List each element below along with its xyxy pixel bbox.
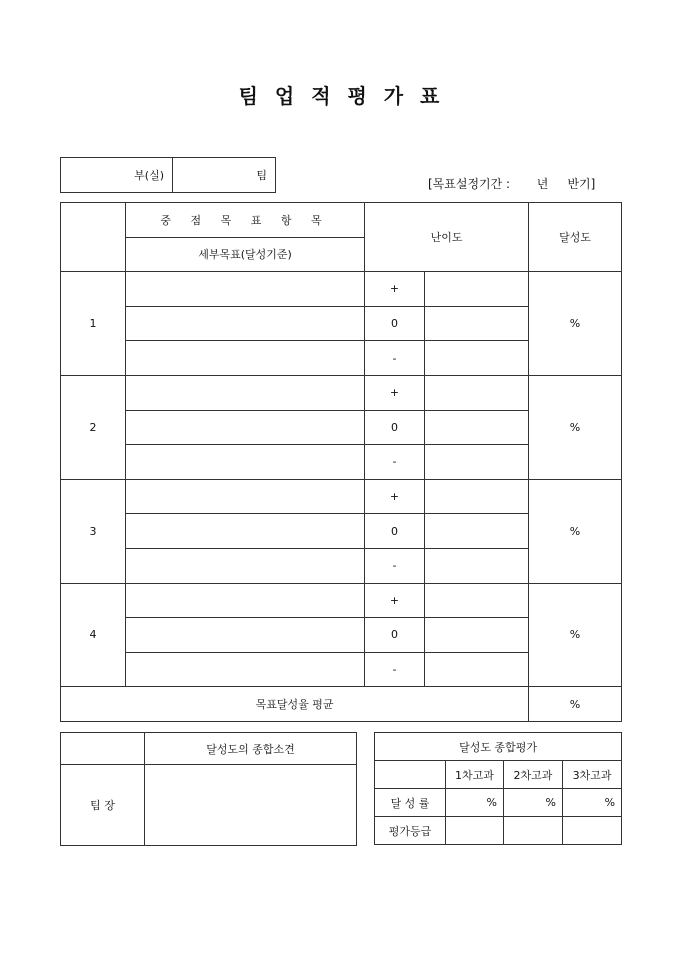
summary-header: 달성도 종합평가 <box>375 733 622 761</box>
achievement-percent[interactable]: % <box>529 479 622 583</box>
achievement-rate-value[interactable]: % <box>563 789 622 817</box>
summary-col-header: 1차고과 <box>446 761 504 789</box>
opinion-header: 달성도의 종합소견 <box>145 733 357 765</box>
header-number-cell <box>61 203 126 272</box>
department-value[interactable]: 팀 <box>173 158 276 193</box>
difficulty-level: + <box>365 583 425 618</box>
header-detail: 세부목표(달성기준) <box>126 237 365 272</box>
difficulty-value-cell[interactable] <box>425 375 529 410</box>
header-focus-item: 중 점 목 표 항 목 <box>126 203 365 238</box>
difficulty-value-cell[interactable] <box>425 272 529 307</box>
difficulty-level: - <box>365 652 425 687</box>
difficulty-level: 0 <box>365 514 425 549</box>
goal-detail-cell[interactable] <box>126 272 365 307</box>
summary-col-header: 3차고과 <box>563 761 622 789</box>
difficulty-value-cell[interactable] <box>425 306 529 341</box>
goal-detail-cell[interactable] <box>126 548 365 583</box>
summary-col-header: 2차고과 <box>504 761 563 789</box>
goal-number: 3 <box>61 479 126 583</box>
goal-detail-cell[interactable] <box>126 514 365 549</box>
difficulty-level: - <box>365 548 425 583</box>
achievement-rate-value[interactable]: % <box>504 789 563 817</box>
goal-number: 2 <box>61 375 126 479</box>
difficulty-value-cell[interactable] <box>425 514 529 549</box>
goal-number: 4 <box>61 583 126 687</box>
opinion-text-cell[interactable] <box>145 765 357 846</box>
summary-table <box>374 732 622 845</box>
goal-detail-cell[interactable] <box>126 652 365 687</box>
difficulty-level: + <box>365 375 425 410</box>
team-leader-label: 팀 장 <box>61 765 145 846</box>
difficulty-value-cell[interactable] <box>425 341 529 376</box>
goal-period: [목표설정기간 : 년 반기] <box>428 177 596 191</box>
difficulty-level: - <box>365 341 425 376</box>
header-achievement: 달성도 <box>529 203 622 272</box>
difficulty-value-cell[interactable] <box>425 652 529 687</box>
achievement-rate-label: 달 성 률 <box>375 789 446 817</box>
opinion-table <box>60 732 357 846</box>
header-difficulty: 난이도 <box>365 203 529 272</box>
goal-detail-cell[interactable] <box>126 410 365 445</box>
average-percent[interactable]: % <box>529 687 622 722</box>
goal-detail-cell[interactable] <box>126 618 365 653</box>
summary-corner <box>375 761 446 789</box>
difficulty-level: 0 <box>365 410 425 445</box>
achievement-rate-value[interactable]: % <box>446 789 504 817</box>
goal-detail-cell[interactable] <box>126 445 365 480</box>
difficulty-value-cell[interactable] <box>425 548 529 583</box>
goal-detail-cell[interactable] <box>126 375 365 410</box>
grade-value[interactable] <box>563 817 622 845</box>
grade-value[interactable] <box>504 817 563 845</box>
difficulty-level: 0 <box>365 618 425 653</box>
difficulty-value-cell[interactable] <box>425 445 529 480</box>
goal-detail-cell[interactable] <box>126 479 365 514</box>
department-box <box>60 157 276 193</box>
difficulty-value-cell[interactable] <box>425 618 529 653</box>
average-label: 목표달성율 평균 <box>61 687 529 722</box>
page-title: 팀 업 적 평 가 표 <box>238 84 442 108</box>
achievement-percent[interactable]: % <box>529 272 622 376</box>
goal-detail-cell[interactable] <box>126 583 365 618</box>
achievement-percent[interactable]: % <box>529 375 622 479</box>
department-label: 부(실) <box>61 158 173 193</box>
grade-label: 평가등급 <box>375 817 446 845</box>
difficulty-value-cell[interactable] <box>425 479 529 514</box>
difficulty-value-cell[interactable] <box>425 410 529 445</box>
goal-detail-cell[interactable] <box>126 306 365 341</box>
opinion-corner <box>61 733 145 765</box>
difficulty-level: - <box>365 445 425 480</box>
goal-number: 1 <box>61 272 126 376</box>
difficulty-level: + <box>365 479 425 514</box>
achievement-percent[interactable]: % <box>529 583 622 687</box>
grade-value[interactable] <box>446 817 504 845</box>
evaluation-table <box>60 202 622 722</box>
goal-detail-cell[interactable] <box>126 341 365 376</box>
difficulty-level: + <box>365 272 425 307</box>
difficulty-level: 0 <box>365 306 425 341</box>
difficulty-value-cell[interactable] <box>425 583 529 618</box>
